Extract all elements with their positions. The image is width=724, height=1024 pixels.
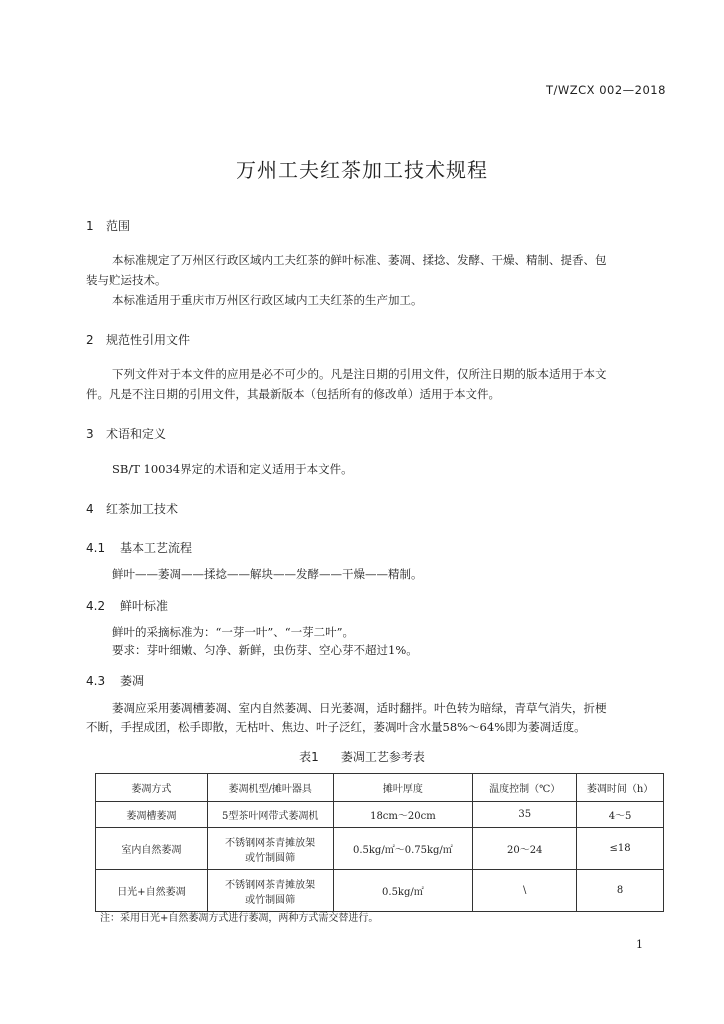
table-cell: 日光+自然萎凋 (96, 870, 208, 912)
process-flow: 鲜叶——萎凋——揉捻——解块——发酵——干燥——精制。 (112, 567, 423, 581)
table-header-cell: 摊叶厚度 (333, 774, 473, 802)
subsection-4-3-heading (86, 672, 144, 689)
section-title: 规范性引用文件 (106, 333, 191, 347)
section-number: 1 (86, 219, 94, 233)
subsection-number: 4.3 (86, 674, 106, 688)
paragraph: 要求：芽叶细嫩、匀净、新鲜，虫伤芽、空心芽不超过1%。 (112, 643, 418, 657)
subsection-title: 鲜叶标准 (120, 599, 169, 613)
table-row (96, 828, 664, 870)
section-number: 2 (86, 333, 94, 347)
table-cell: 18cm～20cm (333, 802, 473, 828)
equipment-line: 或竹制圆筛 (245, 894, 296, 906)
table-cell (207, 828, 333, 870)
page-title: 万州工夫红茶加工技术规程 (236, 158, 488, 182)
table-caption-label: 表1 (299, 750, 319, 764)
table-cell: ≤18 (577, 828, 664, 870)
table-header-cell: 萎凋时间（h） (577, 774, 664, 802)
page-number: 1 (636, 938, 643, 951)
section-2-heading (86, 331, 190, 348)
table-cell: 4～5 (577, 802, 664, 828)
paragraph-continuation: 件。凡是不注日期的引用文件，其最新版本（包括所有的修改单）适用于本文件。 (86, 387, 500, 401)
table-cell: 室内自然萎凋 (96, 828, 208, 870)
table-cell (207, 802, 333, 828)
equipment-line: 不锈钢网茶青摊放架 (225, 879, 316, 891)
table-caption (0, 748, 724, 765)
paragraph-continuation: 装与贮运技术。 (86, 273, 167, 287)
equipment-line: 5型茶叶网带式萎凋机 (221, 811, 319, 822)
table-row (96, 870, 664, 912)
section-4-heading (86, 500, 178, 517)
table-cell: \ (473, 870, 577, 912)
paragraph: 本标准适用于重庆市万州区行政区域内工夫红茶的生产加工。 (112, 293, 423, 307)
section-number: 4 (86, 502, 94, 516)
subsection-title: 萎凋 (120, 674, 145, 688)
subsection-title: 基本工艺流程 (120, 541, 193, 555)
section-title: 术语和定义 (106, 427, 167, 441)
table-header-cell: 萎凋机型/摊叶器具 (207, 774, 333, 802)
table-cell: 35 (473, 802, 577, 828)
table-row (96, 802, 664, 828)
paragraph: SB/T 10034界定的术语和定义适用于本文件。 (112, 462, 353, 476)
table-caption-title: 萎凋工艺参考表 (340, 750, 425, 764)
table-cell: 0.5kg/㎡～0.75kg/㎡ (333, 828, 473, 870)
section-3-heading (86, 425, 166, 442)
table-cell: 0.5kg/㎡ (333, 870, 473, 912)
section-1-heading (86, 217, 130, 234)
table-cell: 萎凋槽萎凋 (96, 802, 208, 828)
subsection-4-1-heading (86, 539, 192, 556)
subsection-4-2-heading (86, 597, 168, 614)
section-number: 3 (86, 427, 94, 441)
table-note: 注：采用日光+自然萎凋方式进行萎凋，两种方式需交替进行。 (100, 913, 379, 924)
table-header-row (96, 774, 664, 802)
table-cell (207, 870, 333, 912)
withering-process-table (95, 773, 664, 912)
paragraph: 本标准规定了万州区行政区域内工夫红茶的鲜叶标准、萎凋、揉捻、发酵、干燥、精制、提香、包 (112, 253, 607, 267)
paragraph: 萎凋应采用萎凋槽萎凋、室内自然萎凋、日光萎凋，适时翻拌。叶色转为暗绿，青草气消失，折梗 (112, 701, 607, 715)
equipment-line: 或竹制圆筛 (245, 852, 296, 864)
table-cell: 20～24 (473, 828, 577, 870)
equipment-line: 不锈钢网茶青摊放架 (225, 837, 316, 849)
subsection-number: 4.2 (86, 599, 106, 613)
subsection-number: 4.1 (86, 541, 106, 555)
table-header-cell: 温度控制（℃） (473, 774, 577, 802)
section-title: 范围 (106, 219, 131, 233)
section-title: 红茶加工技术 (106, 502, 179, 516)
paragraph-continuation: 不断，手捏成团，松手即散，无枯叶、焦边、叶子泛红，萎凋叶含水量58%～64%即为萎凋适度。 (86, 720, 586, 734)
table-cell: 8 (577, 870, 664, 912)
table-header-cell: 萎凋方式 (96, 774, 208, 802)
paragraph: 鲜叶的采摘标准为：“一芽一叶”、“一芽二叶”。 (112, 625, 355, 639)
document-id: T/WZCX 002—2018 (546, 83, 666, 97)
paragraph: 下列文件对于本文件的应用是必不可少的。凡是注日期的引用文件，仅所注日期的版本适用于本文 (112, 367, 607, 381)
